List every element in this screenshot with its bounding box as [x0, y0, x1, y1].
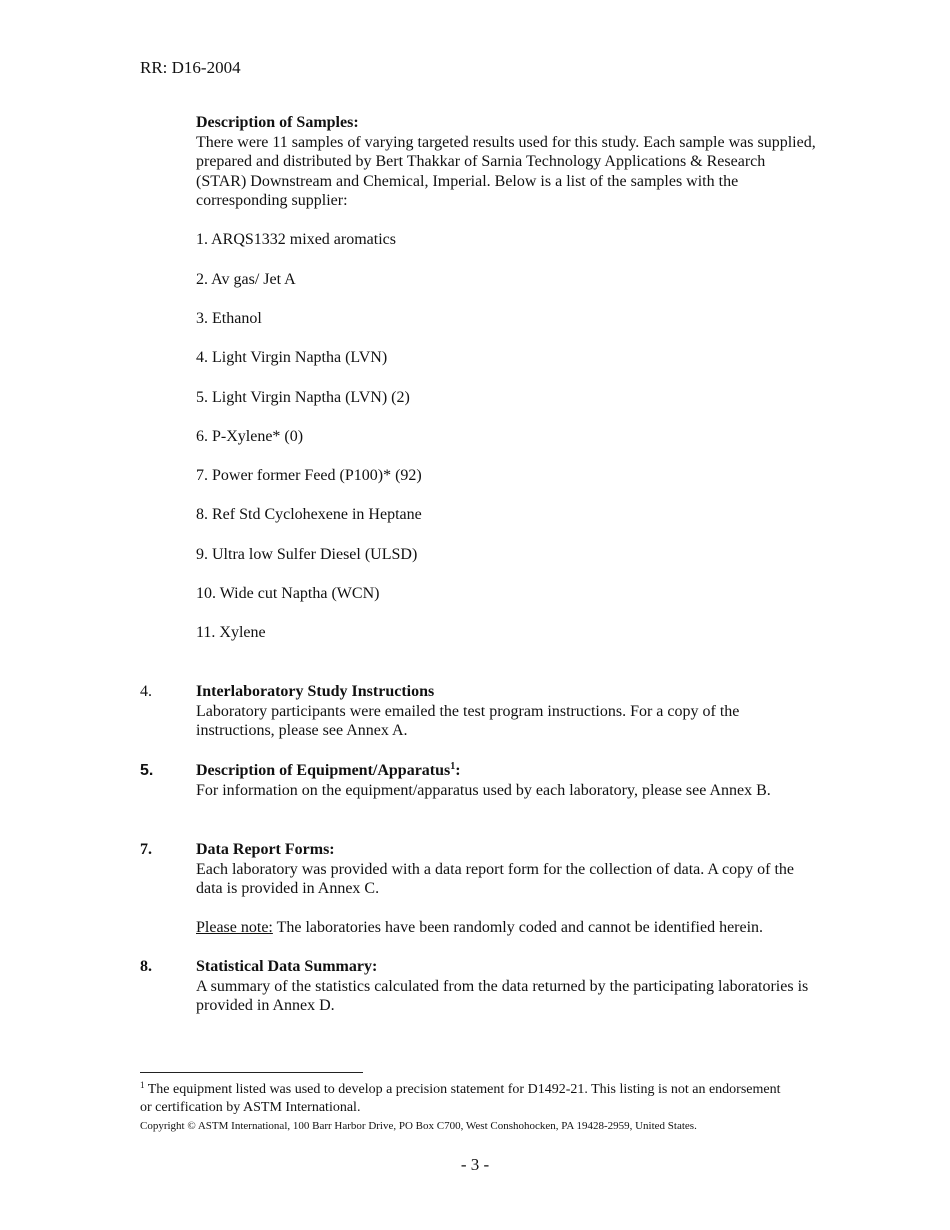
sample-item: 1. ARQS1332 mixed aromatics	[196, 231, 396, 248]
footnote-text: The equipment listed was used to develop a precision statement for D1492-21. This listing is not an endorsement or certification by ASTM International.	[140, 1082, 781, 1115]
note-text: The laboratories have been randomly coded and cannot be identified herein.	[272, 919, 764, 936]
footnote-divider	[140, 1072, 363, 1073]
page-number: - 3 -	[460, 1155, 490, 1174]
sample-item: 5. Light Virgin Naptha (LVN) (2)	[196, 389, 410, 406]
footnote-mark: 1	[140, 1080, 145, 1090]
section-statistical-summary	[196, 957, 816, 1016]
sample-item: 8. Ref Std Cyclohexene in Heptane	[196, 506, 422, 523]
samples-description: There were 11 samples of varying targeted results used for this study. Each sample was supplied, prepared and distributed by Bert Thakkar of Sarnia Technology Applications & Research (STAR) Downstream and Chemical, Imperial. Below is a list of the samples with the corresponding supplier:	[196, 133, 816, 209]
section-number: 8.	[140, 958, 152, 975]
sample-item: 3. Ethanol	[196, 310, 262, 327]
sample-item: 4. Light Virgin Naptha (LVN)	[196, 349, 388, 366]
section-text: A summary of the statistics calculated from the data returned by the participating laboratories is provided in Annex D.	[196, 977, 809, 1014]
section-heading	[196, 761, 816, 781]
footnote-reference[interactable]: 1	[450, 761, 456, 772]
section-instructions	[196, 682, 816, 741]
section-equipment	[196, 761, 816, 800]
section-number: 5.	[140, 762, 154, 779]
samples-section	[196, 113, 816, 211]
section-heading: Data Report Forms:	[196, 841, 335, 858]
section-heading: Interlaboratory Study Instructions	[196, 683, 435, 700]
sample-item: 2. Av gas/ Jet A	[196, 271, 296, 288]
section-heading-colon: :	[455, 762, 461, 779]
sample-item: 10. Wide cut Naptha (WCN)	[196, 585, 380, 602]
section-heading-text: Description of Equipment/Apparatus	[196, 762, 451, 779]
section-heading: Statistical Data Summary:	[196, 958, 378, 975]
section-number: 7.	[140, 841, 152, 858]
section-text: Laboratory participants were emailed the test program instructions. For a copy of the instructions, please see Annex A.	[196, 702, 740, 739]
section-text: For information on the equipment/apparatus used by each laboratory, please see Annex B.	[196, 781, 771, 799]
samples-heading: Description of Samples:	[196, 114, 359, 131]
section-number: 4.	[140, 683, 152, 700]
document-header: RR: D16-2004	[140, 58, 241, 77]
sample-item: 7. Power former Feed (P100)* (92)	[196, 467, 422, 484]
copyright-notice: Copyright © ASTM International, 100 Barr Harbor Drive, PO Box C700, West Conshohocken, PA 19428-2959, United States.	[140, 1120, 697, 1132]
note-label: Please note:	[196, 919, 273, 936]
footnote	[140, 1081, 790, 1116]
sample-item: 6. P-Xylene* (0)	[196, 428, 304, 445]
section-text: Each laboratory was provided with a data report form for the collection of data. A copy of the data is provided in Annex C.	[196, 860, 795, 897]
note-paragraph	[196, 918, 816, 938]
sample-item: 11. Xylene	[196, 624, 266, 641]
sample-item: 9. Ultra low Sulfer Diesel (ULSD)	[196, 546, 418, 563]
section-data-report-forms	[196, 840, 816, 899]
